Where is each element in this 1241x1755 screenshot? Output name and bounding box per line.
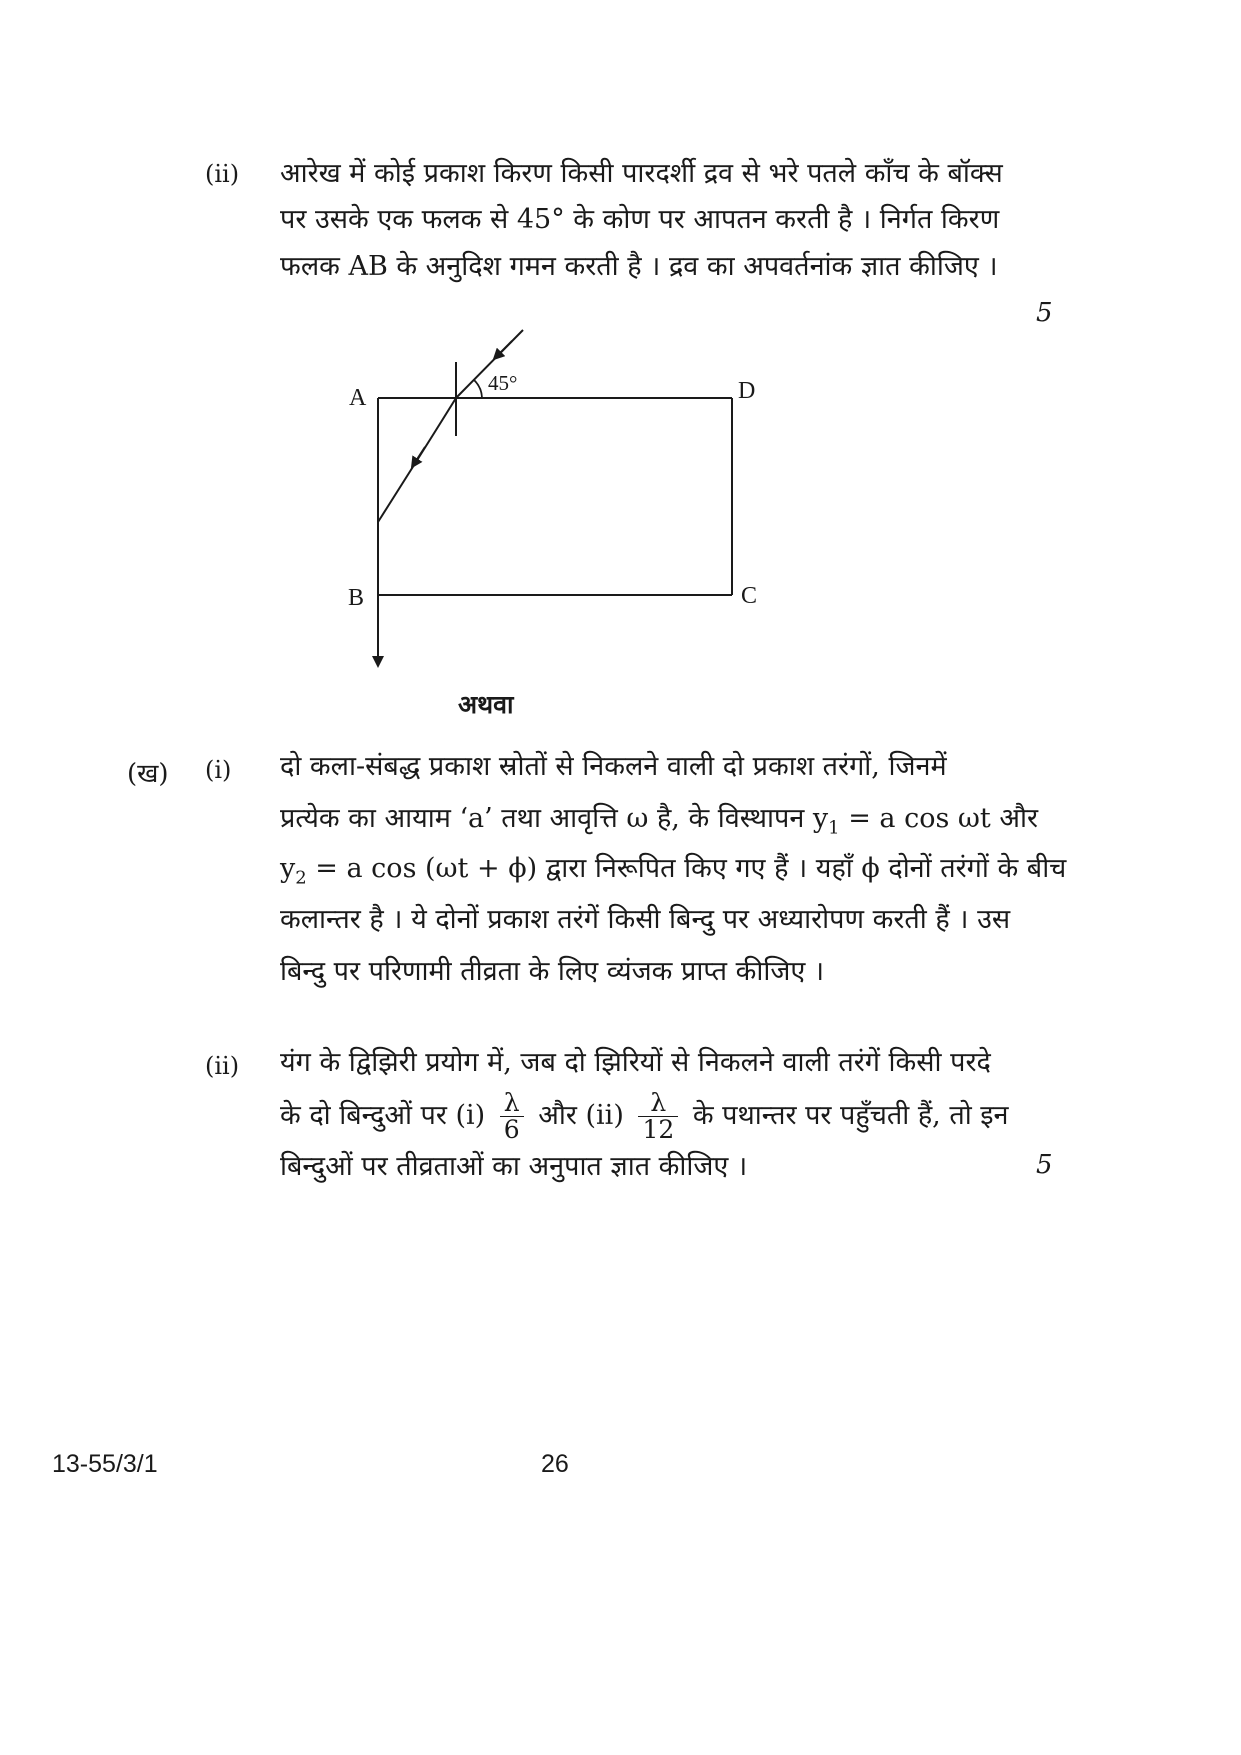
question-ii-line-1: आरेख में कोई प्रकाश किरण किसी पारदर्शी द्रव से भरे पतले काँच के बॉक्स: [280, 158, 1003, 189]
question-kha-i-label: (i): [205, 756, 232, 784]
vertex-label-a: A: [349, 385, 367, 411]
question-kha-ii-line-3: बिन्दुओं पर तीव्रताओं का अनुपात ज्ञात कीजिए ।: [280, 1151, 748, 1182]
page-number: 26: [541, 1450, 569, 1478]
paper-code: 13-55/3/1: [52, 1450, 158, 1478]
question-ii-line-3: फलक AB के अनुदिश गमन करती है । द्रव का अपवर्तनांक ज्ञात कीजिए ।: [280, 251, 998, 282]
question-kha-i-line-3: $y_2 = a$ cos (ωt + ϕ) द्वारा निरूपित किए गए हैं । यहाँ ϕ दोनों तरंगों के बीच: [280, 853, 1067, 889]
question-kha-label: (ख): [127, 759, 169, 789]
question-kha-i-line-1: दो कला-संबद्ध प्रकाश स्रोतों से निकलने वाली दो प्रकाश तरंगों, जिनमें: [280, 751, 947, 782]
question-ii-label: (ii): [205, 160, 240, 188]
fraction-lambda-12: $\frac{\lambda}{12}$: [638, 1090, 678, 1143]
question-ii-marks: 5: [1036, 298, 1053, 328]
question-kha-i-line-5: बिन्दु पर परिणामी तीव्रता के लिए व्यंजक प्राप्त कीजिए ।: [280, 956, 825, 987]
question-ii-line-2: पर उसके एक फलक से 45° के कोण पर आपतन करती है । निर्गत किरण: [280, 204, 1000, 235]
question-kha-marks: 5: [1036, 1150, 1053, 1180]
angle-label: 45°: [488, 371, 518, 395]
fraction-lambda-6: $\frac{\lambda}{6}$: [500, 1090, 524, 1143]
incident-ray-arrow: [494, 341, 512, 359]
question-kha-ii-line-1: यंग के द्विझिरी प्रयोग में, जब दो झिरियों से निकलने वाली तरंगें किसी परदे: [280, 1047, 991, 1078]
vertex-label-d: D: [738, 378, 756, 404]
angle-arc: [474, 380, 482, 398]
question-kha-i-line-2: प्रत्येक का आयाम ‘a’ तथा आवृत्ति ω है, के विस्थापन $y_1 = a$ cos ωt और: [280, 803, 1039, 839]
vertex-label-c: C: [741, 583, 758, 609]
refraction-diagram: [330, 320, 790, 680]
or-divider: अथवा: [458, 690, 514, 719]
question-kha-i-line-4: कलान्तर है । ये दोनों प्रकाश तरंगें किसी बिन्दु पर अध्यारोपण करती हैं । उस: [280, 904, 1011, 935]
vertex-label-b: B: [348, 585, 365, 611]
refracted-ray-arrow: [412, 447, 425, 467]
question-kha-ii-line-2: के दो बिन्दुओं पर (i) $\frac{\lambda}{6}$ और (ii) $\frac{\lambda}{12}$ के पथान्तर पर पहुँचती हैं, तो इन: [280, 1088, 1009, 1144]
question-kha-ii-label: (ii): [205, 1052, 240, 1080]
